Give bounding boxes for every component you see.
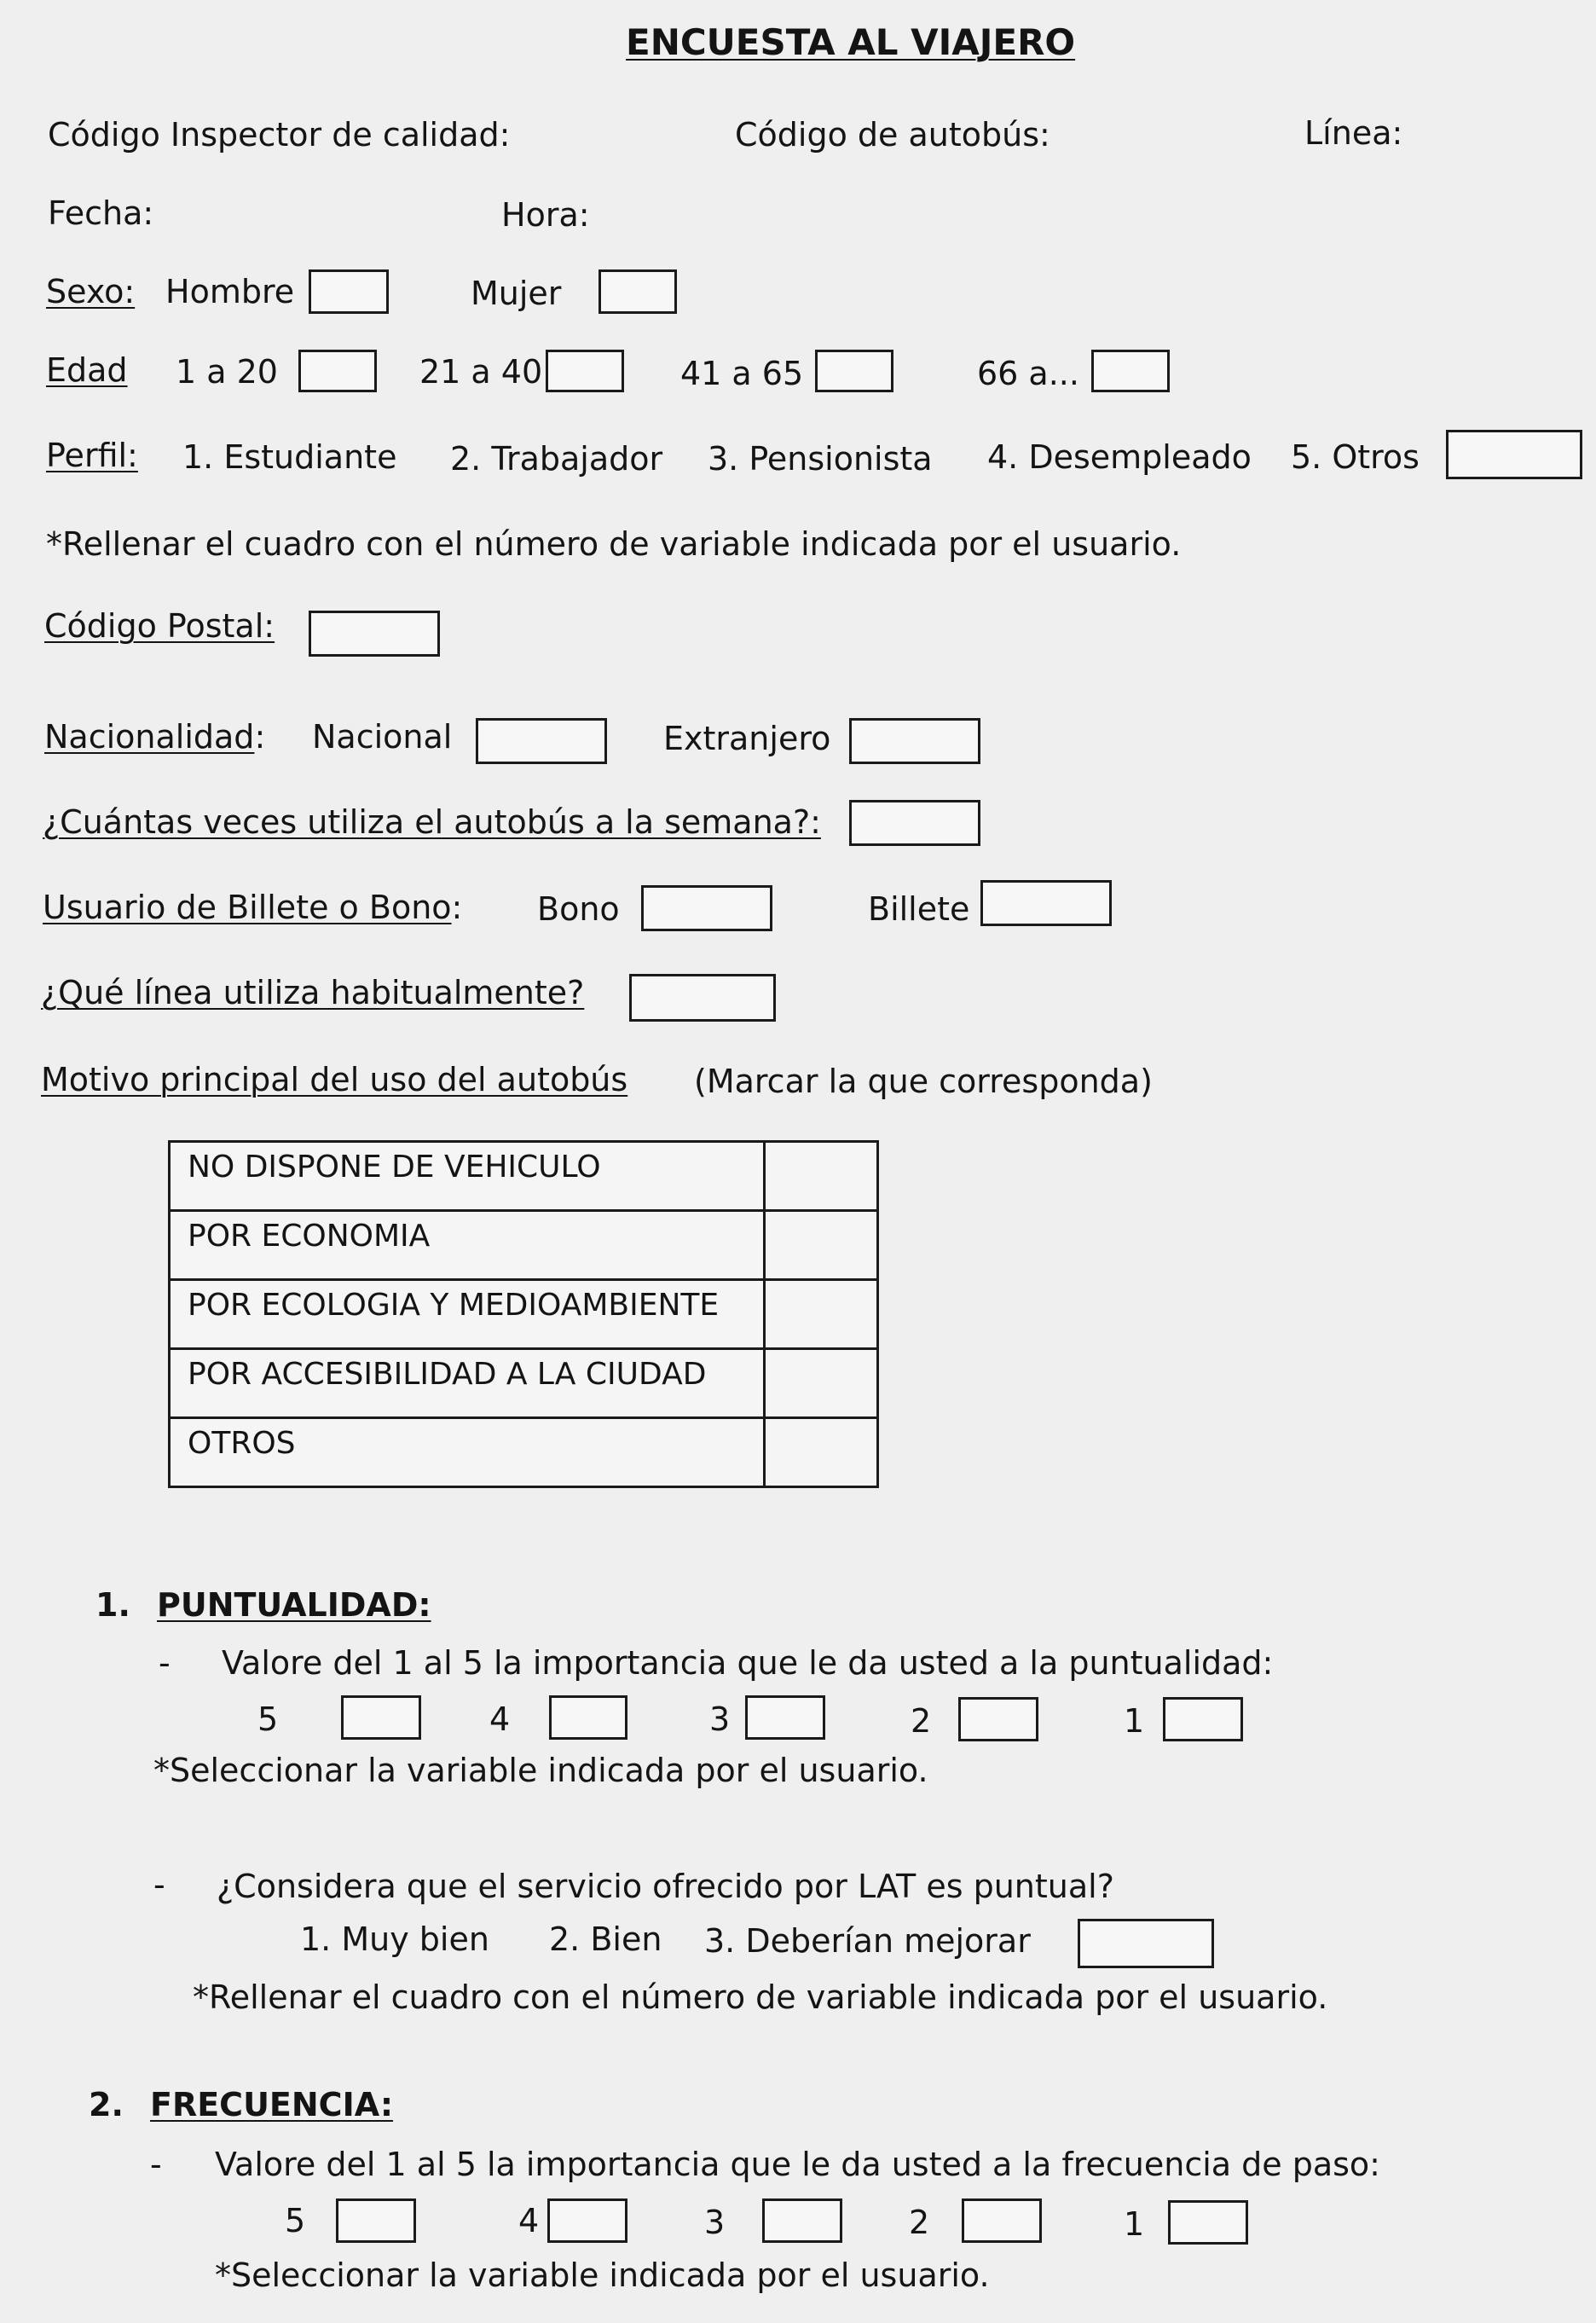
section-1-number: 1. [95, 1586, 130, 1624]
autobus-label: Código de autobús: [735, 116, 1050, 154]
sexo-label: Sexo: [46, 273, 136, 310]
motivo-hint: (Marcar la que corresponda) [694, 1063, 1153, 1100]
frecuencia-scale-5-label: 5 [285, 2202, 306, 2239]
section-2-title: FRECUENCIA: [150, 2086, 394, 2123]
hombre-label: Hombre [165, 273, 295, 310]
puntual-input-box[interactable] [1078, 1919, 1214, 1968]
motivo-row [170, 1280, 878, 1349]
perfil-input-box[interactable] [1446, 430, 1582, 479]
edad-range-1-label: 1 a 20 [176, 353, 278, 391]
perfil-option-2: 2. Trabajador [450, 440, 663, 478]
page-title: ENCUESTA AL VIAJERO [626, 21, 1076, 63]
frecuencia-scale-1-checkbox[interactable] [1168, 2200, 1248, 2245]
frecuencia-scale-3-label: 3 [704, 2204, 726, 2241]
frecuencia-question: Valore del 1 al 5 la importancia que le da usted a la frecuencia de paso: [215, 2146, 1380, 2183]
frecuencia-scale-2-checkbox[interactable] [962, 2198, 1042, 2243]
puntualidad-scale-5-label: 5 [257, 1700, 279, 1738]
puntual-fill-note: *Rellenar el cuadro con el número de variable indicada por el usuario. [193, 1978, 1328, 2016]
frecuencia-scale-2-label: 2 [909, 2204, 930, 2241]
section-1-title: PUNTUALIDAD: [157, 1586, 431, 1624]
motivo-option-label: POR ACCESIBILIDAD A LA CIUDAD [170, 1349, 765, 1418]
puntualidad-question: Valore del 1 al 5 la importancia que le da usted a la puntualidad: [222, 1644, 1274, 1682]
perfil-option-4: 4. Desempleado [987, 438, 1252, 476]
motivo-checkbox-cell[interactable] [765, 1211, 878, 1280]
puntual-question: ¿Considera que el servicio ofrecido por LAT es puntual? [217, 1868, 1114, 1905]
motivo-option-label: OTROS [170, 1418, 765, 1487]
motivo-row [170, 1418, 878, 1487]
motivo-table [168, 1140, 879, 1488]
veces-semana-input[interactable] [849, 800, 980, 846]
perfil-instruction-note: *Rellenar el cuadro con el número de variable indicada por el usuario. [46, 525, 1182, 563]
motivo-option-label: NO DISPONE DE VEHICULO [170, 1142, 765, 1211]
bono-checkbox[interactable] [641, 885, 772, 931]
edad-range-3-label: 41 a 65 [680, 355, 804, 392]
motivo-row [170, 1349, 878, 1418]
section-2-dash: - [150, 2146, 162, 2183]
puntualidad-scale-2-checkbox[interactable] [958, 1697, 1038, 1741]
fecha-label: Fecha: [48, 194, 154, 232]
edad-range-2-label: 21 a 40 [419, 353, 543, 391]
puntualidad-scale-5-checkbox[interactable] [341, 1695, 421, 1740]
billete-label: Billete [868, 890, 970, 928]
frecuencia-scale-4-label: 4 [518, 2202, 540, 2239]
frecuencia-select-note: *Seleccionar la variable indicada por el usuario. [215, 2256, 990, 2294]
codigo-postal-input[interactable] [309, 611, 440, 657]
frecuencia-scale-1-label: 1 [1124, 2205, 1145, 2243]
motivo-checkbox-cell[interactable] [765, 1280, 878, 1349]
veces-semana-label: ¿Cuántas veces utiliza el autobús a la semana?: [43, 803, 821, 841]
mujer-checkbox[interactable] [598, 269, 677, 314]
puntualidad-scale-4-label: 4 [489, 1700, 511, 1738]
nacional-checkbox[interactable] [476, 718, 607, 764]
linea-label: Línea: [1304, 114, 1403, 152]
puntualidad-scale-3-checkbox[interactable] [745, 1695, 825, 1740]
hora-label: Hora: [501, 196, 590, 234]
section-1-dash-1: - [159, 1644, 171, 1682]
puntual-option-2: 2. Bien [549, 1920, 662, 1958]
bono-label: Bono [537, 890, 620, 928]
edad-range-1-checkbox[interactable] [298, 350, 377, 392]
codigo-postal-label: Código Postal: [44, 607, 275, 645]
extranjero-label: Extranjero [663, 720, 831, 757]
edad-range-4-checkbox[interactable] [1091, 350, 1170, 392]
billete-checkbox[interactable] [980, 880, 1112, 926]
motivo-row [170, 1142, 878, 1211]
motivo-checkbox-cell[interactable] [765, 1349, 878, 1418]
frecuencia-scale-3-checkbox[interactable] [762, 2198, 842, 2243]
puntual-option-3: 3. Deberían mejorar [704, 1922, 1031, 1960]
puntualidad-scale-4-checkbox[interactable] [549, 1695, 627, 1740]
puntualidad-select-note: *Seleccionar la variable indicada por el usuario. [153, 1752, 928, 1789]
linea-habitual-input[interactable] [629, 974, 776, 1022]
edad-label: Edad [46, 351, 128, 389]
frecuencia-scale-4-checkbox[interactable] [547, 2198, 627, 2243]
motivo-label: Motivo principal del uso del autobús [41, 1061, 628, 1098]
inspector-label: Código Inspector de calidad: [48, 116, 511, 154]
puntual-option-1: 1. Muy bien [300, 1920, 489, 1958]
perfil-option-3: 3. Pensionista [708, 440, 933, 478]
edad-range-3-checkbox[interactable] [815, 350, 893, 392]
edad-range-4-label: 66 a... [977, 355, 1079, 392]
motivo-checkbox-cell[interactable] [765, 1142, 878, 1211]
motivo-row [170, 1211, 878, 1280]
puntualidad-scale-1-checkbox[interactable] [1163, 1697, 1243, 1741]
section-1-dash-2: - [153, 1866, 165, 1903]
motivo-option-label: POR ECONOMIA [170, 1211, 765, 1280]
perfil-label: Perfil: [46, 437, 138, 474]
motivo-checkbox-cell[interactable] [765, 1418, 878, 1487]
extranjero-checkbox[interactable] [849, 718, 980, 764]
billete-bono-label: Usuario de Billete o Bono: [43, 889, 463, 926]
section-2-number: 2. [89, 2086, 124, 2123]
nacionalidad-label: Nacionalidad: [44, 718, 266, 756]
puntualidad-scale-2-label: 2 [911, 1702, 932, 1740]
perfil-option-5: 5. Otros [1291, 438, 1420, 476]
puntualidad-scale-3-label: 3 [709, 1700, 731, 1738]
frecuencia-scale-5-checkbox[interactable] [336, 2198, 416, 2243]
edad-range-2-checkbox[interactable] [546, 350, 624, 392]
linea-habitual-label: ¿Qué línea utiliza habitualmente? [41, 974, 585, 1011]
hombre-checkbox[interactable] [309, 269, 389, 314]
puntualidad-scale-1-label: 1 [1124, 1702, 1145, 1740]
motivo-option-label: POR ECOLOGIA Y MEDIOAMBIENTE [170, 1280, 765, 1349]
nacional-label: Nacional [312, 718, 453, 756]
mujer-label: Mujer [471, 275, 562, 312]
perfil-option-1: 1. Estudiante [182, 438, 397, 476]
